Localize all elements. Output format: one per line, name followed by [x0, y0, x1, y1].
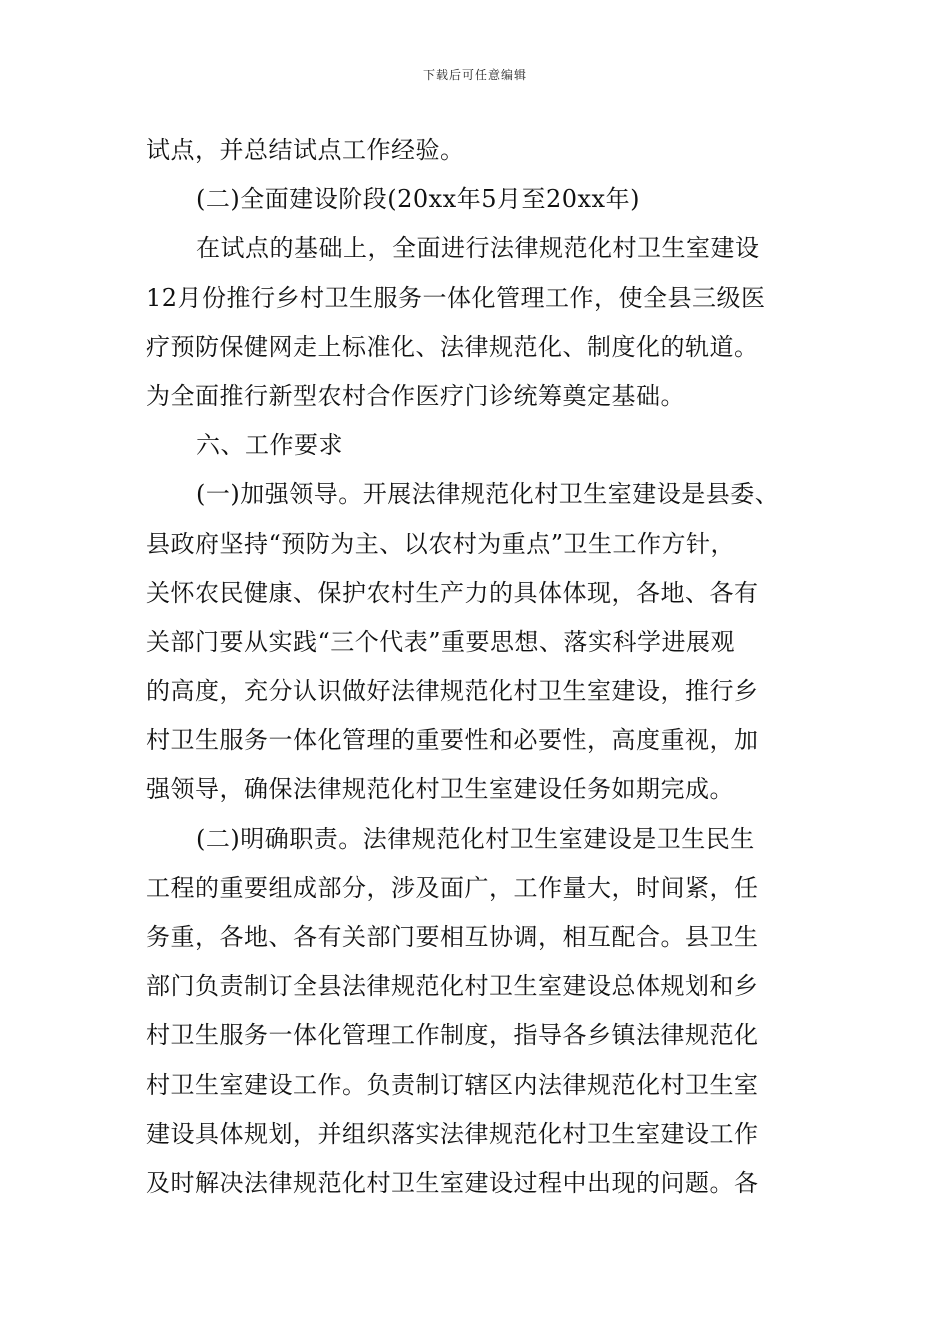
text-line: 村卫生服务一体化管理工作制度，指导各乡镇法律规范化	[146, 1021, 759, 1050]
text-line: 为全面推行新型农村合作医疗门诊统筹奠定基础。	[146, 381, 685, 410]
text-line: 的高度，充分认识做好法律规范化村卫生室建设，推行乡	[146, 677, 759, 706]
text-line: 在试点的基础上，全面进行法律规范化村卫生室建设	[196, 234, 760, 263]
text-line: (二)明确职责。法律规范化村卫生室建设是卫生民生	[196, 824, 755, 853]
text-line: 村卫生服务一体化管理的重要性和必要性，高度重视，加	[146, 726, 759, 755]
text-line: 工程的重要组成部分，涉及面广，工作量大，时间紧，任	[146, 873, 759, 902]
text-line: 务重，各地、各有关部门要相互协调，相互配合。县卫生	[146, 923, 759, 951]
document-body	[146, 126, 836, 1208]
text-line: (一)加强领导。开展法律规范化村卫生室建设是县委、	[196, 480, 780, 509]
text-line: 关部门要从实践“三个代表”重要思想、落实科学进展观	[146, 627, 736, 656]
text-line: 建设具体规划，并组织落实法律规范化村卫生室建设工作	[146, 1119, 759, 1148]
text-line: 疗预防保健网走上标准化、法律规范化、制度化的轨道。	[146, 332, 759, 361]
header-note: 下载后可任意编辑	[422, 68, 527, 82]
text-line: 关怀农民健康、保护农村生产力的具体体现，各地、各有	[146, 578, 759, 607]
text-line: 试点，并总结试点工作经验。	[146, 136, 465, 164]
text-line: 12月份推行乡村卫生服务一体化管理工作，使全县三级医	[146, 283, 766, 312]
text-line: 部门负责制订全县法律规范化村卫生室建设总体规划和乡	[146, 972, 759, 1001]
text-line: 强领导，确保法律规范化村卫生室建设任务如期完成。	[146, 775, 734, 804]
text-line: 及时解决法律规范化村卫生室建设过程中出现的问题。各	[146, 1168, 759, 1197]
section-heading: 六、工作要求	[196, 431, 343, 460]
text-line: (二)全面建设阶段(20xx年5月至20xx年)	[196, 185, 640, 214]
text-line: 村卫生室建设工作。负责制订辖区内法律规范化村卫生室	[146, 1070, 759, 1099]
text-line: 县政府坚持“预防为主、以农村为重点”卫生工作方针，	[146, 529, 736, 558]
